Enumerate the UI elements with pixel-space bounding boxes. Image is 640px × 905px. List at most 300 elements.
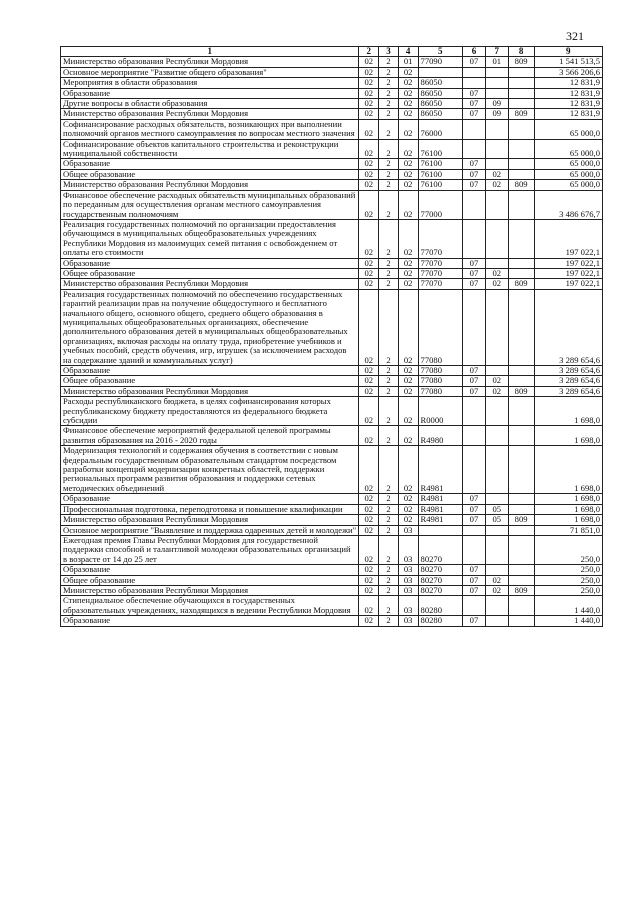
cell-subsection [485,289,508,365]
cell-section: 07 [463,57,486,67]
cell-direction: 86050 [418,109,463,119]
cell-subsection [485,139,508,159]
cell-amount: 1 698,0 [534,397,602,426]
header-cell-6: 6 [463,47,486,57]
cell-amount: 65 000,0 [534,169,602,179]
cell-name: Основное мероприятие "Выявление и поддержка одаренных детей и молодежи" [61,525,359,535]
cell-amount: 12 831,9 [534,88,602,98]
cell-event: 03 [398,525,418,535]
cell-section [463,78,486,88]
cell-subprogram: 2 [379,169,399,179]
cell-program: 02 [359,279,379,289]
cell-subprogram: 2 [379,494,399,504]
table-row [61,219,603,258]
cell-program: 02 [359,616,379,626]
cell-direction: 77080 [418,376,463,386]
cell-section: 07 [463,366,486,376]
cell-direction [418,67,463,77]
cell-subprogram: 2 [379,525,399,535]
table-row [61,268,603,278]
cell-section: 07 [463,258,486,268]
cell-section: 07 [463,386,486,396]
cell-event: 02 [398,88,418,98]
cell-subprogram: 2 [379,88,399,98]
cell-ministry: 809 [508,109,534,119]
table-row [61,279,603,289]
cell-name: Другие вопросы в области образования [61,99,359,109]
cell-ministry [508,525,534,535]
cell-name: Министерство образования Республики Мордовия [61,515,359,525]
cell-amount: 197 022,1 [534,258,602,268]
cell-ministry [508,119,534,139]
cell-program: 02 [359,289,379,365]
cell-section: 07 [463,109,486,119]
cell-event: 02 [398,426,418,446]
cell-name: Образование [61,494,359,504]
cell-subprogram: 2 [379,565,399,575]
cell-amount: 1 440,0 [534,616,602,626]
cell-direction: 77080 [418,289,463,365]
cell-program: 02 [359,139,379,159]
cell-subprogram: 2 [379,426,399,446]
cell-subprogram: 2 [379,268,399,278]
cell-program: 02 [359,57,379,67]
cell-subprogram: 2 [379,289,399,365]
cell-name: Образование [61,258,359,268]
cell-name: Министерство образования Республики Мордовия [61,180,359,190]
cell-amount: 1 440,0 [534,596,602,616]
cell-program: 02 [359,397,379,426]
cell-direction: 77000 [418,190,463,219]
cell-amount: 1 698,0 [534,515,602,525]
cell-program: 02 [359,190,379,219]
cell-subprogram: 2 [379,67,399,77]
cell-ministry [508,99,534,109]
cell-amount: 250,0 [534,585,602,595]
cell-section [463,426,486,446]
cell-direction: R4980 [418,426,463,446]
table-row [61,616,603,626]
cell-event: 01 [398,57,418,67]
cell-name: Мероприятия в области образования [61,78,359,88]
cell-amount: 3 289 654,6 [534,289,602,365]
cell-direction [418,525,463,535]
cell-direction: 76000 [418,119,463,139]
cell-event: 03 [398,565,418,575]
cell-direction: 77070 [418,258,463,268]
table-row [61,119,603,139]
cell-event: 02 [398,366,418,376]
cell-subprogram: 2 [379,397,399,426]
cell-subsection [485,67,508,77]
cell-section: 07 [463,585,486,595]
cell-name: Финансовое обеспечение расходных обязательств муниципальных образований по переданным для осуществления органам местного самоуправления государственным полномочиям [61,190,359,219]
cell-ministry [508,575,534,585]
cell-name: Расходы республиканского бюджета, в целях софинансирования которых республиканскому бюджету предоставляются из федерального бюджета субсидии [61,397,359,426]
cell-amount: 71 851,0 [534,525,602,535]
cell-amount: 3 289 654,6 [534,366,602,376]
cell-ministry [508,366,534,376]
cell-subprogram: 2 [379,180,399,190]
cell-program: 02 [359,386,379,396]
cell-ministry [508,258,534,268]
cell-subsection: 02 [485,386,508,396]
cell-name: Софинансирование расходных обязательств, возникающих при выполнении полномочий органов местного самоуправления по вопросам местного значения [61,119,359,139]
cell-amount: 197 022,1 [534,268,602,278]
cell-program: 02 [359,494,379,504]
cell-ministry [508,67,534,77]
cell-event: 02 [398,109,418,119]
cell-subprogram: 2 [379,575,399,585]
cell-program: 02 [359,219,379,258]
cell-subsection: 02 [485,268,508,278]
cell-subsection [485,616,508,626]
cell-subprogram: 2 [379,109,399,119]
cell-amount: 3 486 676,7 [534,190,602,219]
cell-amount: 250,0 [534,565,602,575]
cell-section [463,596,486,616]
cell-program: 02 [359,525,379,535]
table-row [61,386,603,396]
table-row [61,504,603,514]
cell-subsection: 01 [485,57,508,67]
cell-program: 02 [359,78,379,88]
cell-direction: R0000 [418,397,463,426]
cell-ministry [508,219,534,258]
cell-name: Министерство образования Республики Мордовия [61,279,359,289]
header-cell-2: 2 [359,47,379,57]
cell-amount: 1 698,0 [534,494,602,504]
cell-section [463,535,486,564]
cell-subprogram: 2 [379,219,399,258]
cell-event: 02 [398,268,418,278]
cell-subprogram: 2 [379,515,399,525]
cell-subprogram: 2 [379,258,399,268]
cell-direction: 86050 [418,88,463,98]
cell-subprogram: 2 [379,99,399,109]
cell-program: 02 [359,180,379,190]
table-row [61,397,603,426]
cell-section [463,397,486,426]
cell-name: Софинансирование объектов капитального строительства и реконструкции муниципальной собственности [61,139,359,159]
cell-event: 02 [398,99,418,109]
cell-section [463,289,486,365]
cell-subprogram: 2 [379,78,399,88]
cell-amount: 12 831,9 [534,78,602,88]
cell-subprogram: 2 [379,159,399,169]
cell-subsection [485,596,508,616]
cell-name: Финансовое обеспечение мероприятий федеральной целевой программы развития образования на 2016 - 2020 годы [61,426,359,446]
cell-amount: 197 022,1 [534,279,602,289]
cell-section [463,67,486,77]
table-row [61,585,603,595]
table-row [61,575,603,585]
cell-subprogram: 2 [379,376,399,386]
table-row [61,515,603,525]
cell-program: 02 [359,575,379,585]
cell-event: 02 [398,78,418,88]
cell-name: Профессиональная подготовка, переподготовка и повышение квалификации [61,504,359,514]
cell-ministry [508,596,534,616]
cell-subsection [485,397,508,426]
header-cell-5: 5 [418,47,463,57]
cell-direction: 76100 [418,139,463,159]
table-row [61,169,603,179]
cell-program: 02 [359,268,379,278]
cell-program: 02 [359,169,379,179]
header-cell-1: 1 [61,47,359,57]
cell-program: 02 [359,535,379,564]
cell-section [463,119,486,139]
cell-subsection: 09 [485,109,508,119]
cell-program: 02 [359,504,379,514]
table-body [61,47,603,627]
table-row [61,376,603,386]
cell-name: Общее образование [61,268,359,278]
cell-subprogram: 2 [379,585,399,595]
cell-event: 02 [398,386,418,396]
cell-ministry [508,446,534,494]
cell-ministry [508,535,534,564]
cell-amount: 1 698,0 [534,426,602,446]
cell-section: 07 [463,180,486,190]
cell-program: 02 [359,376,379,386]
cell-event: 02 [398,289,418,365]
cell-section: 07 [463,169,486,179]
cell-subprogram: 2 [379,119,399,139]
cell-section [463,219,486,258]
cell-direction: R4981 [418,515,463,525]
cell-subprogram: 2 [379,190,399,219]
cell-ministry [508,190,534,219]
cell-subsection: 02 [485,585,508,595]
cell-event: 02 [398,515,418,525]
cell-subsection [485,88,508,98]
cell-event: 02 [398,376,418,386]
cell-event: 02 [398,397,418,426]
table-row [61,67,603,77]
header-cell-8: 8 [508,47,534,57]
cell-amount: 3 566 206,6 [534,67,602,77]
cell-amount: 65 000,0 [534,119,602,139]
cell-event: 02 [398,504,418,514]
header-cell-3: 3 [379,47,399,57]
cell-event: 03 [398,575,418,585]
cell-name: Реализация государственных полномочий по обеспечению государственных гарантий реализации прав на получение общедоступного и бесплатного начального общего, основного общего, среднего общего образования в муниципальных общеобразовательных организациях, обеспечение дополнительного образования детей в муниципальных общеобразовательных организациях, включая расходы на оплату труда, приобретение учебников и учебных пособий, средств обучения, игр, игрушек (за исключением расходов на содержание зданий и коммунальных услуг) [61,289,359,365]
cell-ministry [508,159,534,169]
cell-direction: R4981 [418,446,463,494]
cell-name: Модернизация технологий и содержания обучения в соответствии с новым федеральным государственным образовательным стандартом посредством разработки концепций модернизации конкретных областей, поддержки региональных программ развития образования и поддержки сетевых методических объединений [61,446,359,494]
cell-subprogram: 2 [379,504,399,514]
cell-ministry: 809 [508,279,534,289]
table-row [61,109,603,119]
cell-name: Министерство образования Республики Мордовия [61,386,359,396]
cell-program: 02 [359,596,379,616]
table-row [61,180,603,190]
cell-event: 02 [398,219,418,258]
cell-name: Образование [61,88,359,98]
cell-subsection: 02 [485,169,508,179]
cell-section [463,139,486,159]
table-row [61,289,603,365]
cell-direction: R4981 [418,494,463,504]
table-row [61,139,603,159]
cell-subsection: 05 [485,504,508,514]
cell-ministry: 809 [508,515,534,525]
cell-amount: 65 000,0 [534,139,602,159]
cell-subprogram: 2 [379,535,399,564]
cell-subprogram: 2 [379,57,399,67]
cell-event: 02 [398,159,418,169]
cell-event: 03 [398,585,418,595]
cell-direction: 77090 [418,57,463,67]
cell-event: 03 [398,616,418,626]
cell-subsection: 02 [485,575,508,585]
table-row [61,535,603,564]
cell-program: 02 [359,366,379,376]
cell-event: 02 [398,279,418,289]
cell-program: 02 [359,565,379,575]
cell-direction: 80280 [418,616,463,626]
cell-subsection [485,219,508,258]
table-row [61,57,603,67]
cell-amount: 1 698,0 [534,504,602,514]
cell-program: 02 [359,88,379,98]
header-cell-7: 7 [485,47,508,57]
cell-event: 02 [398,139,418,159]
cell-event: 02 [398,180,418,190]
cell-program: 02 [359,99,379,109]
cell-section: 07 [463,616,486,626]
cell-section [463,525,486,535]
table-row [61,258,603,268]
cell-program: 02 [359,585,379,595]
table-row [61,525,603,535]
cell-ministry [508,78,534,88]
cell-event: 02 [398,119,418,139]
cell-event: 03 [398,596,418,616]
cell-ministry [508,504,534,514]
cell-amount: 1 541 513,5 [534,57,602,67]
cell-subsection [485,119,508,139]
table-row [61,78,603,88]
cell-subsection: 02 [485,180,508,190]
cell-subsection [485,159,508,169]
cell-name: Образование [61,366,359,376]
cell-section: 07 [463,515,486,525]
cell-program: 02 [359,67,379,77]
cell-subprogram: 2 [379,596,399,616]
cell-amount: 65 000,0 [534,159,602,169]
cell-subsection [485,426,508,446]
cell-amount: 250,0 [534,575,602,585]
cell-section: 07 [463,575,486,585]
cell-subprogram: 2 [379,279,399,289]
cell-subsection [485,258,508,268]
header-cell-9: 9 [534,47,602,57]
cell-program: 02 [359,426,379,446]
cell-section [463,446,486,494]
cell-event: 02 [398,169,418,179]
cell-ministry [508,616,534,626]
cell-section: 07 [463,268,486,278]
cell-program: 02 [359,109,379,119]
table-row [61,446,603,494]
cell-section: 07 [463,99,486,109]
cell-section: 07 [463,376,486,386]
cell-event: 02 [398,190,418,219]
table-row [61,426,603,446]
cell-ministry [508,88,534,98]
cell-amount: 12 831,9 [534,109,602,119]
cell-ministry: 809 [508,386,534,396]
cell-ministry [508,494,534,504]
cell-direction: 77080 [418,386,463,396]
cell-subprogram: 2 [379,139,399,159]
cell-event: 03 [398,535,418,564]
cell-direction: 77080 [418,366,463,376]
cell-section [463,190,486,219]
cell-event: 02 [398,258,418,268]
table-row [61,596,603,616]
cell-subprogram: 2 [379,386,399,396]
cell-section: 07 [463,504,486,514]
cell-name: Стипендиальное обеспечение обучающихся в государственных образовательных учреждениях, находящихся в ведении Республики Мордовия [61,596,359,616]
cell-section: 07 [463,159,486,169]
cell-amount: 250,0 [534,535,602,564]
table-row [61,159,603,169]
cell-direction: 80280 [418,596,463,616]
cell-name: Основное мероприятие "Развитие общего образования" [61,67,359,77]
cell-subprogram: 2 [379,366,399,376]
cell-program: 02 [359,446,379,494]
cell-subsection [485,366,508,376]
table-row [61,88,603,98]
cell-direction: 76100 [418,169,463,179]
cell-name: Общее образование [61,169,359,179]
cell-direction: 80270 [418,575,463,585]
cell-program: 02 [359,119,379,139]
cell-amount: 1 698,0 [534,446,602,494]
cell-direction: 77070 [418,219,463,258]
cell-direction: 80270 [418,565,463,575]
cell-subsection [485,190,508,219]
cell-name: Ежегодная премия Главы Республики Мордовия для государственной поддержки способной и талантливой молодежи образовательных организаций в возрасте от 14 до 25 лет [61,535,359,564]
cell-subsection: 02 [485,279,508,289]
cell-subprogram: 2 [379,446,399,494]
cell-subsection: 05 [485,515,508,525]
cell-subsection [485,535,508,564]
cell-subsection: 02 [485,376,508,386]
cell-section: 07 [463,565,486,575]
table-row [61,99,603,109]
cell-direction: 86050 [418,78,463,88]
cell-name: Министерство образования Республики Мордовия [61,585,359,595]
cell-event: 02 [398,446,418,494]
cell-direction: 77070 [418,279,463,289]
cell-subprogram: 2 [379,616,399,626]
cell-amount: 197 022,1 [534,219,602,258]
cell-subsection [485,446,508,494]
cell-ministry [508,139,534,159]
cell-event: 02 [398,494,418,504]
cell-direction: 76100 [418,159,463,169]
cell-name: Общее образование [61,575,359,585]
cell-name: Министерство образования Республики Мордовия [61,109,359,119]
cell-name: Реализация государственных полномочий по организации предоставления обучающимся в муниципальных общеобразовательных учреждениях Республики Мордовия из малоимущих семей питания с освобождением от оплаты его стоимости [61,219,359,258]
cell-program: 02 [359,258,379,268]
cell-ministry [508,426,534,446]
